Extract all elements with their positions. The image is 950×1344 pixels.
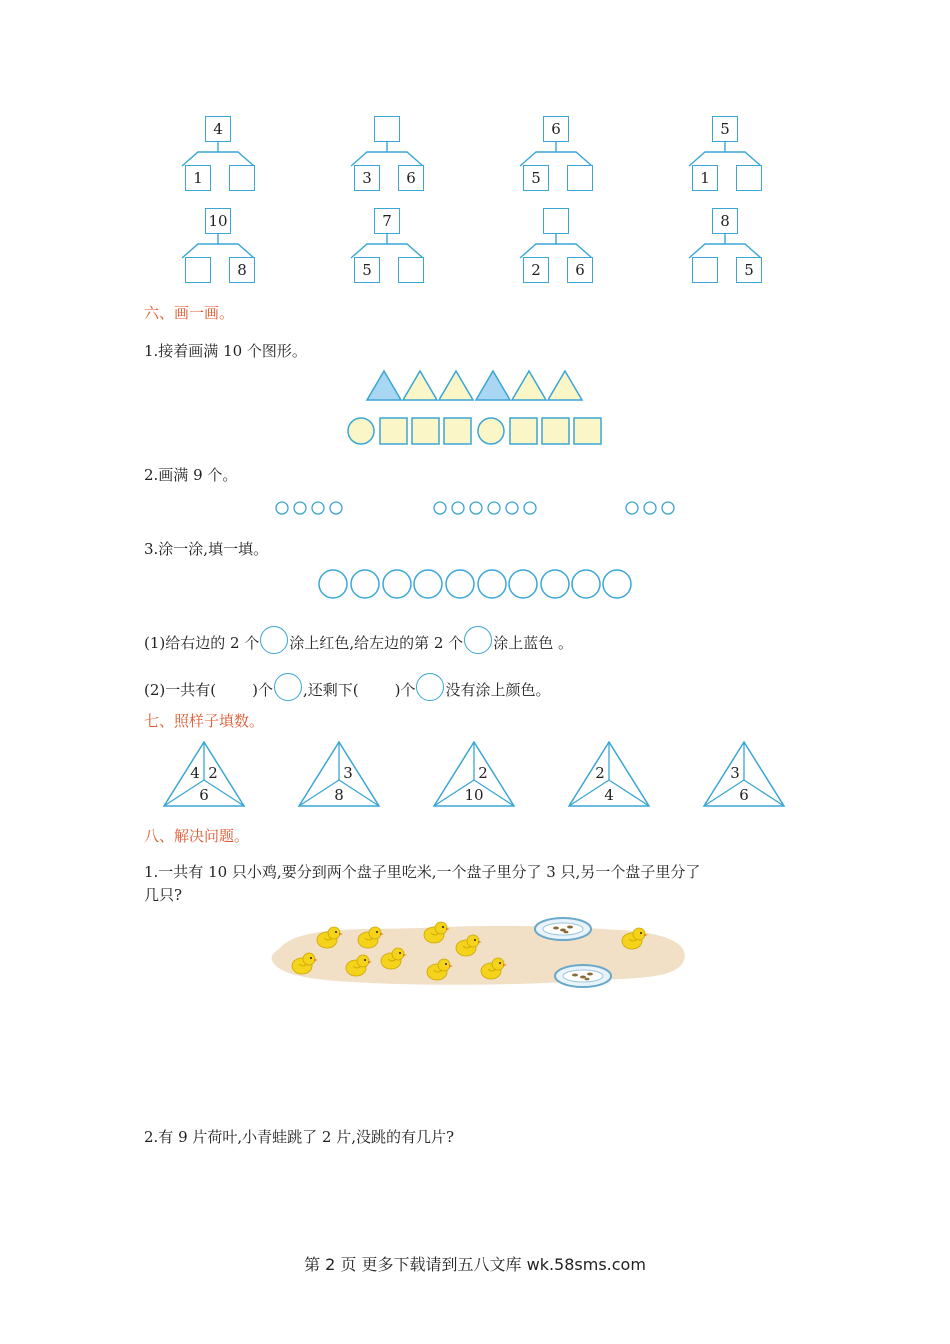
large-circle [414, 570, 442, 598]
bond-right-box: 8 [229, 257, 255, 283]
small-circle [276, 502, 288, 514]
triangle-bottom-number: 6 [739, 786, 749, 804]
circle-yellow [478, 418, 504, 444]
triangle-yellow [548, 371, 582, 400]
plate-bottom [555, 965, 611, 987]
section-6-heading: 六、画一画。 [144, 304, 235, 322]
bond-top-box: 7 [374, 208, 400, 234]
triangle-bottom-number: 6 [199, 786, 209, 804]
triangle-row [367, 371, 582, 400]
shape-pattern [0, 365, 950, 465]
small-circle [434, 502, 446, 514]
chicks-illustration [0, 908, 950, 998]
question-6-1: 1.接着画满 10 个图形。 [144, 342, 307, 360]
small-circle [506, 502, 518, 514]
text-segment: )个 [394, 681, 416, 699]
question-8-2: 2.有 9 片荷叶,小青蛙跳了 2 片,没跳的有几片? [144, 1128, 455, 1146]
small-circle [626, 502, 638, 514]
square-yellow [542, 418, 569, 444]
triangle-bottom-number: 8 [334, 786, 344, 804]
bond-top-box[interactable] [374, 116, 400, 142]
bond-top-box: 6 [543, 116, 569, 142]
bond-left-box: 2 [523, 257, 549, 283]
question-6-3-1 [144, 626, 573, 654]
triangle-right-number: 2 [478, 764, 488, 782]
bond-right-box[interactable] [398, 257, 424, 283]
large-circle [351, 570, 379, 598]
bond-right-box: 6 [398, 165, 424, 191]
small-circle-groups [0, 494, 950, 524]
bond-left-box: 1 [692, 165, 718, 191]
triangle-right-number: 3 [343, 764, 353, 782]
question-6-2: 2.画满 9 个。 [144, 466, 238, 484]
large-circle [572, 570, 600, 598]
small-circle [294, 502, 306, 514]
large-circle [446, 570, 474, 598]
large-circle [319, 570, 347, 598]
bond-left-box: 3 [354, 165, 380, 191]
circle-icon [416, 673, 444, 701]
triangle-yellow [512, 371, 546, 400]
small-circle [488, 502, 500, 514]
text-segment: 涂上蓝色 。 [493, 634, 573, 652]
triangle-blue [367, 371, 401, 400]
bond-right-box[interactable] [736, 165, 762, 191]
small-circle [452, 502, 464, 514]
triangle-yellow [439, 371, 473, 400]
text-segment: 没有涂上颜色。 [445, 681, 551, 699]
page-footer: 第 2 页 更多下载请到五八文库 wk.58sms.com [304, 1255, 646, 1274]
bond-left-box: 5 [523, 165, 549, 191]
large-circle [603, 570, 631, 598]
bond-left-box[interactable] [692, 257, 718, 283]
small-circle [330, 502, 342, 514]
bond-left-box: 5 [354, 257, 380, 283]
small-circle [312, 502, 324, 514]
triangle-yellow [403, 371, 437, 400]
bond-right-box: 5 [736, 257, 762, 283]
question-6-3-2 [144, 673, 550, 701]
large-circle [478, 570, 506, 598]
text-segment: ,还剩下( [302, 681, 359, 699]
triangle-left-number: 2 [595, 764, 605, 782]
circle-icon [260, 626, 288, 654]
small-circle [524, 502, 536, 514]
square-yellow [444, 418, 471, 444]
circle-yellow [348, 418, 374, 444]
bond-right-box: 6 [567, 257, 593, 283]
triangle-left-number: 3 [730, 764, 740, 782]
bond-left-box: 1 [185, 165, 211, 191]
triangle-left-number: 4 [190, 764, 200, 782]
triangle-blue [476, 371, 510, 400]
text-segment: 涂上红色,给左边的第 2 个 [289, 634, 464, 652]
circle-square-row [348, 418, 601, 444]
text-segment: (2)一共有( [144, 681, 217, 699]
large-circle [541, 570, 569, 598]
bond-top-box: 4 [205, 116, 231, 142]
small-circle [470, 502, 482, 514]
large-circle [509, 570, 537, 598]
bond-right-box[interactable] [567, 165, 593, 191]
bond-top-box: 10 [205, 208, 231, 234]
circle-icon [274, 673, 302, 701]
question-8-1-line2: 几只? [144, 886, 183, 904]
square-yellow [380, 418, 407, 444]
bond-top-box[interactable] [543, 208, 569, 234]
triangle-bottom-number: 10 [464, 786, 484, 804]
triangle-bottom-number: 4 [604, 786, 614, 804]
small-circle [662, 502, 674, 514]
square-yellow [510, 418, 537, 444]
plate-top [535, 918, 591, 940]
small-circle [644, 502, 656, 514]
bond-left-box[interactable] [185, 257, 211, 283]
circle-icon [464, 626, 492, 654]
question-6-3: 3.涂一涂,填一填。 [144, 540, 269, 558]
square-yellow [412, 418, 439, 444]
triangle-right-number: 2 [208, 764, 218, 782]
text-segment: (1)给右边的 2 个 [144, 634, 260, 652]
text-segment: )个 [252, 681, 273, 699]
bond-right-box[interactable] [229, 165, 255, 191]
square-yellow [574, 418, 601, 444]
bond-top-box: 5 [712, 116, 738, 142]
question-8-1-line1: 1.一共有 10 只小鸡,要分到两个盘子里吃米,一个盘子里分了 3 只,另一个盘子里分了 [144, 863, 701, 881]
ten-circles-row [0, 565, 950, 605]
large-circle [383, 570, 411, 598]
section-8-heading: 八、解决问题。 [144, 827, 250, 845]
section-7-heading: 七、照样子填数。 [144, 712, 265, 730]
bond-top-box: 8 [712, 208, 738, 234]
